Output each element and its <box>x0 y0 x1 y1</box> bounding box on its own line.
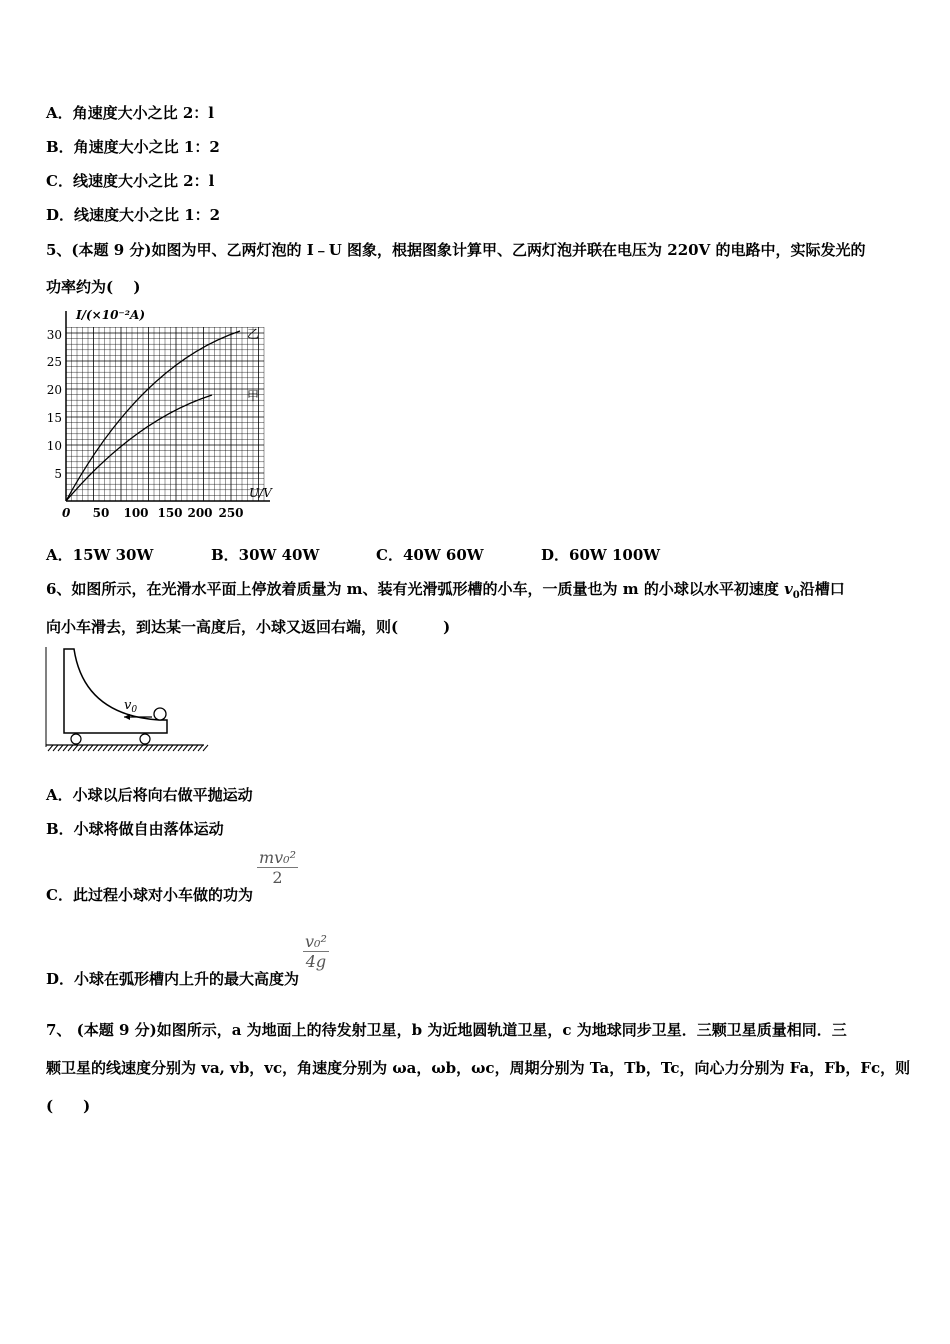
q6-cart-figure <box>44 645 209 753</box>
x-tick: 150 <box>157 506 183 520</box>
x-tick: 50 <box>92 506 110 520</box>
q4-option-a: A．角速度大小之比 2：l <box>46 104 214 122</box>
q6-option-d: D．小球在弧形槽内上升的最大高度为 $\frac{\text{v₀²}}{4g}$ <box>46 932 327 988</box>
y-tick: 10 <box>46 439 62 453</box>
q5-option-d: D．60W 100W <box>541 546 661 564</box>
fraction-work: $\frac{\text{mv₀²}}{2}$ <box>258 848 296 887</box>
q5-stem-line1: 5、(本题 9 分)如图为甲、乙两灯泡的 I﹣U 图象，根据图象计算甲、乙两灯泡并联在电压为 220V 的电路中，实际发光的 <box>46 241 866 259</box>
curve-jia-label: 甲 <box>247 389 260 403</box>
x-tick: 100 <box>123 506 149 520</box>
q4-option-d: D．线速度大小之比 1：2 <box>46 206 221 224</box>
ball <box>154 708 166 720</box>
fraction-height: $\frac{\text{v₀²}}{4g}$ <box>305 932 327 971</box>
y-axis-label: I/(×10⁻²A) <box>76 308 146 322</box>
q5-option-c: C．40W 60W <box>376 546 484 564</box>
q7-stem-line2: 颗卫星的线速度分别为 va, vb，vc，角速度分别为 ωa，ωb，ωc，周期分别为 Ta，Tb，Tc，向心力分别为 Fa，Fb，Fc，则 <box>46 1059 911 1077</box>
graph-grid <box>66 327 264 501</box>
q4-option-c: C．线速度大小之比 2：l <box>46 172 215 190</box>
x-tick: 250 <box>218 506 244 520</box>
q6-option-b: B．小球将做自由落体运动 <box>46 820 224 838</box>
v0-label: $v_0$ <box>124 698 138 715</box>
q5-option-a: A．15W 30W <box>46 546 154 564</box>
y-tick: 30 <box>46 328 62 342</box>
q5-options <box>46 544 706 565</box>
y-tick: 25 <box>46 355 62 369</box>
q5-stem-line2: 功率约为( ) <box>46 278 141 296</box>
q4-option-b: B．角速度大小之比 1：2 <box>46 138 220 156</box>
cart-body <box>64 649 167 733</box>
y-tick: 20 <box>46 383 62 397</box>
q7-stem-line3: ( ) <box>46 1097 91 1115</box>
q6-stem-line1: 6、如图所示，在光滑水平面上停放着质量为 m、装有光滑弧形槽的小车，一质量也为 m 的小球以水平初速度 $v_0$沿槽口 <box>46 580 845 601</box>
q5-option-b: B．30W 40W <box>211 546 320 564</box>
q6-option-a: A．小球以后将向右做平抛运动 <box>46 786 253 804</box>
y-tick: 15 <box>46 411 62 425</box>
origin-label: 0 <box>62 506 71 520</box>
curve-yi <box>66 331 240 501</box>
curve-yi-label: 乙 <box>247 327 260 341</box>
q6-option-c: C．此过程小球对小车做的功为 $\frac{\text{mv₀²}}{2}$ <box>46 848 296 904</box>
q5-iu-graph <box>40 305 290 525</box>
x-axis-label: U/V <box>249 486 272 500</box>
wheel-right <box>140 734 150 744</box>
x-tick: 200 <box>187 506 213 520</box>
q6-stem-line2: 向小车滑去，到达某一高度后，小球又返回右端，则( ) <box>46 618 451 636</box>
y-tick: 5 <box>54 467 62 481</box>
wheel-left <box>71 734 81 744</box>
q7-stem-line1: 7、 (本题 9 分)如图所示，a 为地面上的待发射卫星，b 为近地圆轨道卫星，c 为地球同步卫星．三颗卫星质量相同．三 <box>46 1021 847 1039</box>
